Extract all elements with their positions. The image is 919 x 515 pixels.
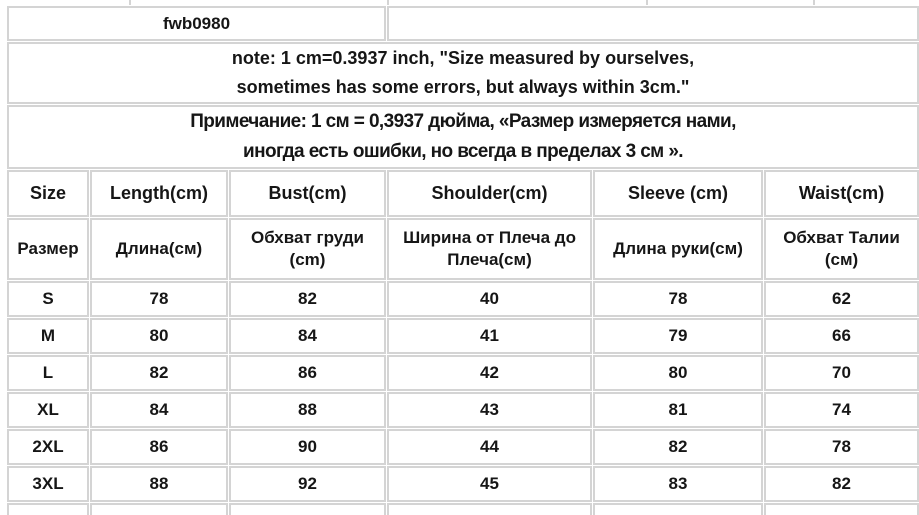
length-cell: 88 xyxy=(90,466,228,502)
size-table xyxy=(6,5,919,515)
size-cell: M xyxy=(7,318,89,354)
note-russian-line1: Примечание: 1 см = 0,3937 дюйма, «Размер измеряется нами, xyxy=(190,111,736,132)
waist-cell: 74 xyxy=(764,392,919,428)
table-row-XL xyxy=(7,392,919,428)
bust-cell: 88 xyxy=(229,392,386,428)
note-english-line1: note: 1 cm=0.3937 inch, "Size measured by ourselves, xyxy=(231,48,695,68)
product-code-cell: fwb0980 xyxy=(7,6,386,41)
table-row-2XL xyxy=(7,429,919,465)
header-cell-ru-sleeve: Длина руки(см) xyxy=(593,218,763,280)
table-row-S xyxy=(7,281,919,317)
note-english-line2: sometimes has some errors, but always within 3cm." xyxy=(236,77,690,97)
note-english-row xyxy=(7,42,919,104)
shoulder-cell: 44 xyxy=(387,429,592,465)
length-cell: 78 xyxy=(90,281,228,317)
sleeve-cell: 80 xyxy=(593,355,763,391)
shoulder-cell: 40 xyxy=(387,281,592,317)
header-cell-ru-size: Размер xyxy=(7,218,89,280)
waist-cell: 78 xyxy=(764,429,919,465)
waist-cell: 82 xyxy=(764,466,919,502)
waist-cell: 70 xyxy=(764,355,919,391)
header-cell-ru-shoulder: Ширина от Плеча до Плеча(см) xyxy=(387,218,592,280)
header-cell-en-size: Size xyxy=(7,170,89,217)
length-cell: 80 xyxy=(90,318,228,354)
table-row-L xyxy=(7,355,919,391)
note-english-cell xyxy=(7,42,919,104)
note-russian-row xyxy=(7,105,919,169)
product-code-row xyxy=(7,6,919,41)
length-cell: 84 xyxy=(90,392,228,428)
note-russian-cell xyxy=(7,105,919,169)
sleeve-cell: 79 xyxy=(593,318,763,354)
header-cell-en-sleeve: Sleeve (cm) xyxy=(593,170,763,217)
header-cell-ru-waist: Обхват Талии (см) xyxy=(764,218,919,280)
bust-cell: 82 xyxy=(229,281,386,317)
length-cell: 86 xyxy=(90,429,228,465)
shoulder-cell: 43 xyxy=(387,392,592,428)
size-cell: L xyxy=(7,355,89,391)
header-cell-en-length: Length(cm) xyxy=(90,170,228,217)
table-row-3XL xyxy=(7,466,919,502)
empty-cell xyxy=(387,6,919,41)
bust-cell: 90 xyxy=(229,429,386,465)
table-row-M xyxy=(7,318,919,354)
size-cell: S xyxy=(7,281,89,317)
sleeve-cell: 82 xyxy=(593,429,763,465)
waist-cell: 62 xyxy=(764,281,919,317)
length-cell: 82 xyxy=(90,355,228,391)
header-cell-ru-bust: Обхват груди (cm) xyxy=(229,218,386,280)
sleeve-cell: 83 xyxy=(593,466,763,502)
header-row-english xyxy=(7,170,919,217)
header-cell-en-shoulder: Shoulder(cm) xyxy=(387,170,592,217)
clipped-next-row xyxy=(7,503,919,515)
size-cell: XL xyxy=(7,392,89,428)
bust-cell: 84 xyxy=(229,318,386,354)
bust-cell: 86 xyxy=(229,355,386,391)
shoulder-cell: 42 xyxy=(387,355,592,391)
header-cell-en-bust: Bust(cm) xyxy=(229,170,386,217)
size-cell: 3XL xyxy=(7,466,89,502)
sleeve-cell: 78 xyxy=(593,281,763,317)
shoulder-cell: 45 xyxy=(387,466,592,502)
header-cell-en-waist: Waist(cm) xyxy=(764,170,919,217)
bust-cell: 92 xyxy=(229,466,386,502)
waist-cell: 66 xyxy=(764,318,919,354)
header-row-russian xyxy=(7,218,919,280)
header-cell-ru-length: Длина(см) xyxy=(90,218,228,280)
shoulder-cell: 41 xyxy=(387,318,592,354)
size-cell: 2XL xyxy=(7,429,89,465)
sleeve-cell: 81 xyxy=(593,392,763,428)
note-russian-line2: иногда есть ошибки, но всегда в пределах 3 см ». xyxy=(243,141,683,162)
